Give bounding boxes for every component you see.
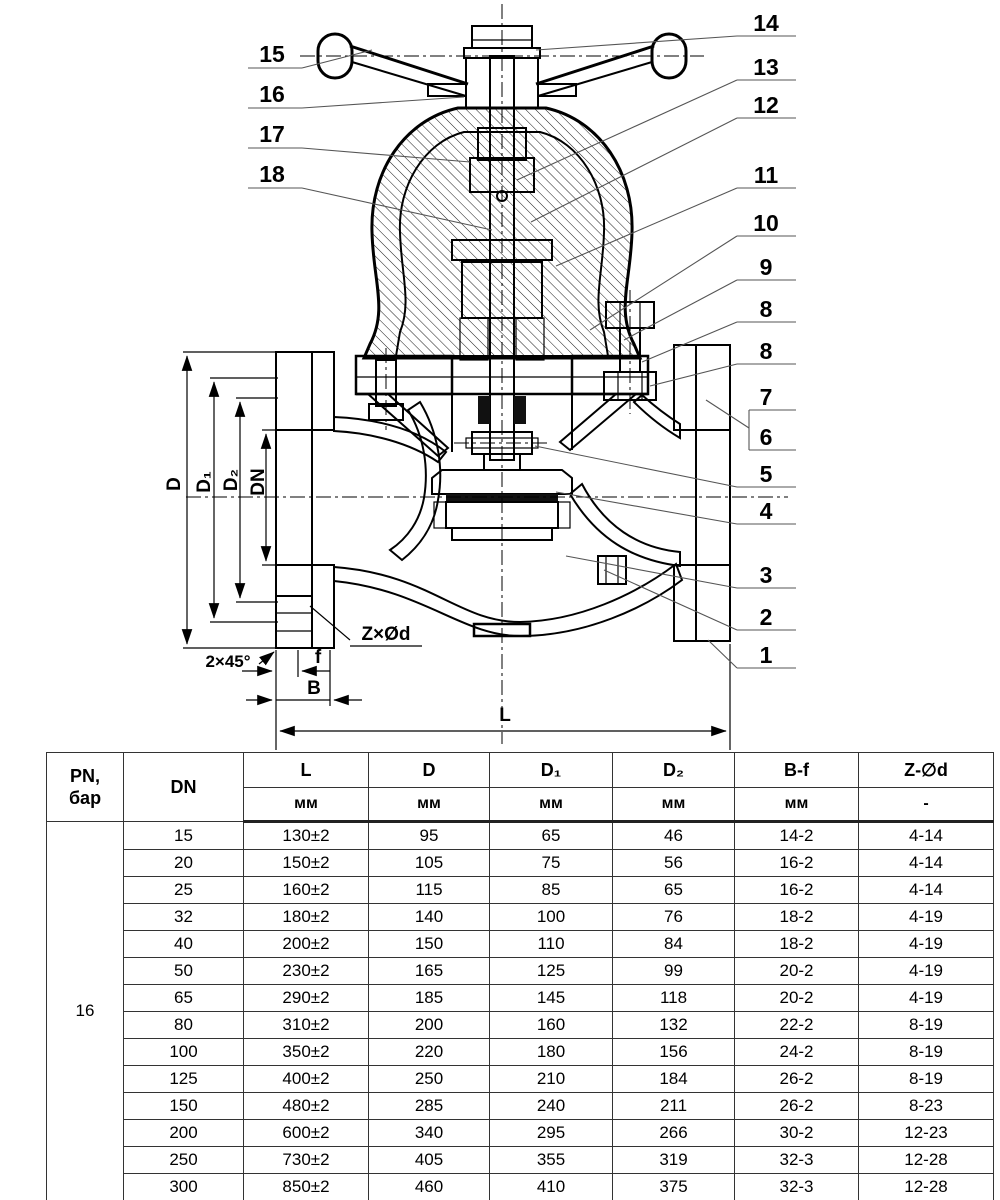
table-cell: 46 <box>613 822 735 850</box>
table-cell: 18-2 <box>735 931 859 958</box>
dim-label-D1: D₁ <box>194 471 215 493</box>
gland-packing-left <box>478 396 490 424</box>
table-cell: 165 <box>369 958 490 985</box>
table-cell: 130±2 <box>244 822 369 850</box>
col-header-Zd: Z-∅d <box>859 753 994 788</box>
table-row <box>47 985 994 1012</box>
table-cell: 32-3 <box>735 1147 859 1174</box>
table-cell: 76 <box>613 904 735 931</box>
svg-text:4: 4 <box>759 498 773 524</box>
table-cell: 850±2 <box>244 1174 369 1200</box>
table-cell: 250 <box>369 1066 490 1093</box>
table-cell: 460 <box>369 1174 490 1200</box>
table-row <box>47 850 994 877</box>
table-cell: 180±2 <box>244 904 369 931</box>
table-cell: 20-2 <box>735 958 859 985</box>
svg-text:6: 6 <box>759 424 773 450</box>
table-row <box>47 1147 994 1174</box>
table-cell: 295 <box>490 1120 613 1147</box>
table-cell: 180 <box>490 1039 613 1066</box>
table-cell: 480±2 <box>244 1093 369 1120</box>
table-cell: 12-28 <box>859 1174 994 1200</box>
unit-mm: мм <box>244 788 369 822</box>
table-cell: 14-2 <box>735 822 859 850</box>
table-cell: 310±2 <box>244 1012 369 1039</box>
table-cell: 15 <box>124 822 244 850</box>
table-row <box>47 1093 994 1120</box>
pn-header <box>47 753 124 822</box>
table-cell: 145 <box>490 985 613 1012</box>
table-cell: 340 <box>369 1120 490 1147</box>
table-cell: 140 <box>369 904 490 931</box>
table-cell: 99 <box>613 958 735 985</box>
table-row <box>47 1066 994 1093</box>
table-cell: 405 <box>369 1147 490 1174</box>
table-cell: 30-2 <box>735 1120 859 1147</box>
inlet-flange <box>276 352 334 648</box>
table-cell: 20 <box>124 850 244 877</box>
table-cell: 105 <box>369 850 490 877</box>
table-cell: 200 <box>124 1120 244 1147</box>
svg-text:11: 11 <box>753 162 779 188</box>
table-cell: 125 <box>124 1066 244 1093</box>
callout-6 <box>706 400 796 450</box>
dn-header: DN <box>124 753 244 822</box>
table-cell: 290±2 <box>244 985 369 1012</box>
table-cell: 65 <box>613 877 735 904</box>
table-cell: 200 <box>369 1012 490 1039</box>
table-header-row-1 <box>47 753 994 788</box>
dimension-table-body <box>47 822 994 1200</box>
col-header-D2: D₂ <box>613 753 735 788</box>
dim-label-L: L <box>499 705 511 726</box>
table-cell: 18-2 <box>735 904 859 931</box>
table-cell: 26-2 <box>735 1066 859 1093</box>
table-cell: 355 <box>490 1147 613 1174</box>
table-cell: 12-23 <box>859 1120 994 1147</box>
table-cell: 375 <box>613 1174 735 1200</box>
table-cell: 150±2 <box>244 850 369 877</box>
svg-text:12: 12 <box>753 92 779 118</box>
drain-boss <box>598 556 626 584</box>
table-cell: 400±2 <box>244 1066 369 1093</box>
table-cell: 4-14 <box>859 877 994 904</box>
hub-right <box>514 58 538 108</box>
table-row <box>47 877 994 904</box>
table-cell: 24-2 <box>735 1039 859 1066</box>
table-cell: 184 <box>613 1066 735 1093</box>
table-cell: 16-2 <box>735 877 859 904</box>
table-cell: 8-19 <box>859 1012 994 1039</box>
dimension-table <box>46 752 994 1200</box>
table-cell: 4-19 <box>859 904 994 931</box>
table-cell: 8-23 <box>859 1093 994 1120</box>
table-cell: 20-2 <box>735 985 859 1012</box>
table-cell: 25 <box>124 877 244 904</box>
table-cell: 210 <box>490 1066 613 1093</box>
table-cell: 160±2 <box>244 877 369 904</box>
svg-text:14: 14 <box>753 10 779 36</box>
dim-label-bolt-holes: Z×Ød <box>361 624 411 645</box>
svg-text:5: 5 <box>759 461 773 487</box>
table-cell: 4-14 <box>859 822 994 850</box>
svg-text:9: 9 <box>759 254 773 280</box>
table-cell: 95 <box>369 822 490 850</box>
table-row <box>47 904 994 931</box>
pn-header-line2: бар <box>68 788 102 808</box>
col-header-Bf: B-f <box>735 753 859 788</box>
svg-text:17: 17 <box>259 121 285 147</box>
svg-text:16: 16 <box>259 81 285 107</box>
dim-label-DN: DN <box>248 468 269 496</box>
unit-mm: мм <box>369 788 490 822</box>
unit-mm: мм <box>490 788 613 822</box>
table-cell: 65 <box>124 985 244 1012</box>
unit-mm: мм <box>735 788 859 822</box>
table-cell: 300 <box>124 1174 244 1200</box>
unit-dash: - <box>859 788 994 822</box>
table-cell: 350±2 <box>244 1039 369 1066</box>
table-cell: 125 <box>490 958 613 985</box>
table-cell: 8-19 <box>859 1039 994 1066</box>
table-cell: 100 <box>124 1039 244 1066</box>
svg-text:1: 1 <box>759 642 773 668</box>
col-header-L: L <box>244 753 369 788</box>
table-cell: 185 <box>369 985 490 1012</box>
dim-label-f: f <box>314 647 322 668</box>
col-header-D1: D₁ <box>490 753 613 788</box>
table-cell: 80 <box>124 1012 244 1039</box>
col-header-D: D <box>369 753 490 788</box>
unit-mm: мм <box>613 788 735 822</box>
table-cell: 156 <box>613 1039 735 1066</box>
svg-text:7: 7 <box>759 384 773 410</box>
table-row <box>47 1120 994 1147</box>
table-cell: 250 <box>124 1147 244 1174</box>
table-cell: 12-28 <box>859 1147 994 1174</box>
gland-packing-right <box>514 396 526 424</box>
table-row <box>47 822 994 850</box>
table-cell: 32 <box>124 904 244 931</box>
outlet-flange <box>674 345 730 641</box>
table-cell: 150 <box>124 1093 244 1120</box>
svg-text:18: 18 <box>259 161 285 187</box>
table-cell: 8-19 <box>859 1066 994 1093</box>
table-cell: 75 <box>490 850 613 877</box>
svg-text:3: 3 <box>759 562 773 588</box>
table-cell: 410 <box>490 1174 613 1200</box>
dim-label-chamfer: 2×45° <box>205 652 251 671</box>
table-cell: 115 <box>369 877 490 904</box>
bonnet-flange-right <box>572 356 648 394</box>
table-cell: 65 <box>490 822 613 850</box>
table-cell: 40 <box>124 931 244 958</box>
table-cell: 110 <box>490 931 613 958</box>
table-cell: 85 <box>490 877 613 904</box>
table-cell: 4-19 <box>859 958 994 985</box>
table-cell: 132 <box>613 1012 735 1039</box>
pn-value-cell: 16 <box>47 822 124 1200</box>
table-row <box>47 1039 994 1066</box>
table-cell: 211 <box>613 1093 735 1120</box>
table-row <box>47 931 994 958</box>
callout-15 <box>248 41 372 68</box>
hub-left <box>466 58 490 108</box>
table-cell: 4-19 <box>859 931 994 958</box>
callout-1 <box>708 640 796 668</box>
bolt-hole-section <box>276 596 312 648</box>
svg-text:13: 13 <box>753 54 779 80</box>
table-cell: 84 <box>613 931 735 958</box>
table-cell: 230±2 <box>244 958 369 985</box>
svg-text:10: 10 <box>753 210 779 236</box>
table-cell: 4-19 <box>859 985 994 1012</box>
svg-text:8: 8 <box>759 338 773 364</box>
dim-label-B: B <box>307 678 321 699</box>
svg-text:8: 8 <box>759 296 773 322</box>
pn-header-line1: PN, <box>69 765 100 786</box>
table-cell: 56 <box>613 850 735 877</box>
callout-5 <box>535 446 796 487</box>
table-cell: 266 <box>613 1120 735 1147</box>
table-cell: 200±2 <box>244 931 369 958</box>
dim-label-D: D <box>164 477 185 491</box>
table-cell: 22-2 <box>735 1012 859 1039</box>
callout-8a <box>642 296 796 362</box>
table-cell: 730±2 <box>244 1147 369 1174</box>
table-cell: 16-2 <box>735 850 859 877</box>
table-cell: 150 <box>369 931 490 958</box>
table-cell: 32-3 <box>735 1174 859 1200</box>
table-cell: 160 <box>490 1012 613 1039</box>
table-cell: 240 <box>490 1093 613 1120</box>
svg-text:15: 15 <box>259 41 285 67</box>
table-row <box>47 958 994 985</box>
table-cell: 4-14 <box>859 850 994 877</box>
table-cell: 220 <box>369 1039 490 1066</box>
bonnet-flange-left <box>356 356 452 394</box>
bonnet-assembly <box>356 108 656 456</box>
svg-text:2: 2 <box>759 604 773 630</box>
dim-label-D2: D₂ <box>221 468 242 492</box>
table-cell: 285 <box>369 1093 490 1120</box>
table-cell: 319 <box>613 1147 735 1174</box>
table-cell: 26-2 <box>735 1093 859 1120</box>
table-cell: 600±2 <box>244 1120 369 1147</box>
callout-7 <box>749 384 796 410</box>
table-row <box>47 1174 994 1200</box>
table-cell: 50 <box>124 958 244 985</box>
table-cell: 100 <box>490 904 613 931</box>
table-row <box>47 1012 994 1039</box>
table-cell: 118 <box>613 985 735 1012</box>
